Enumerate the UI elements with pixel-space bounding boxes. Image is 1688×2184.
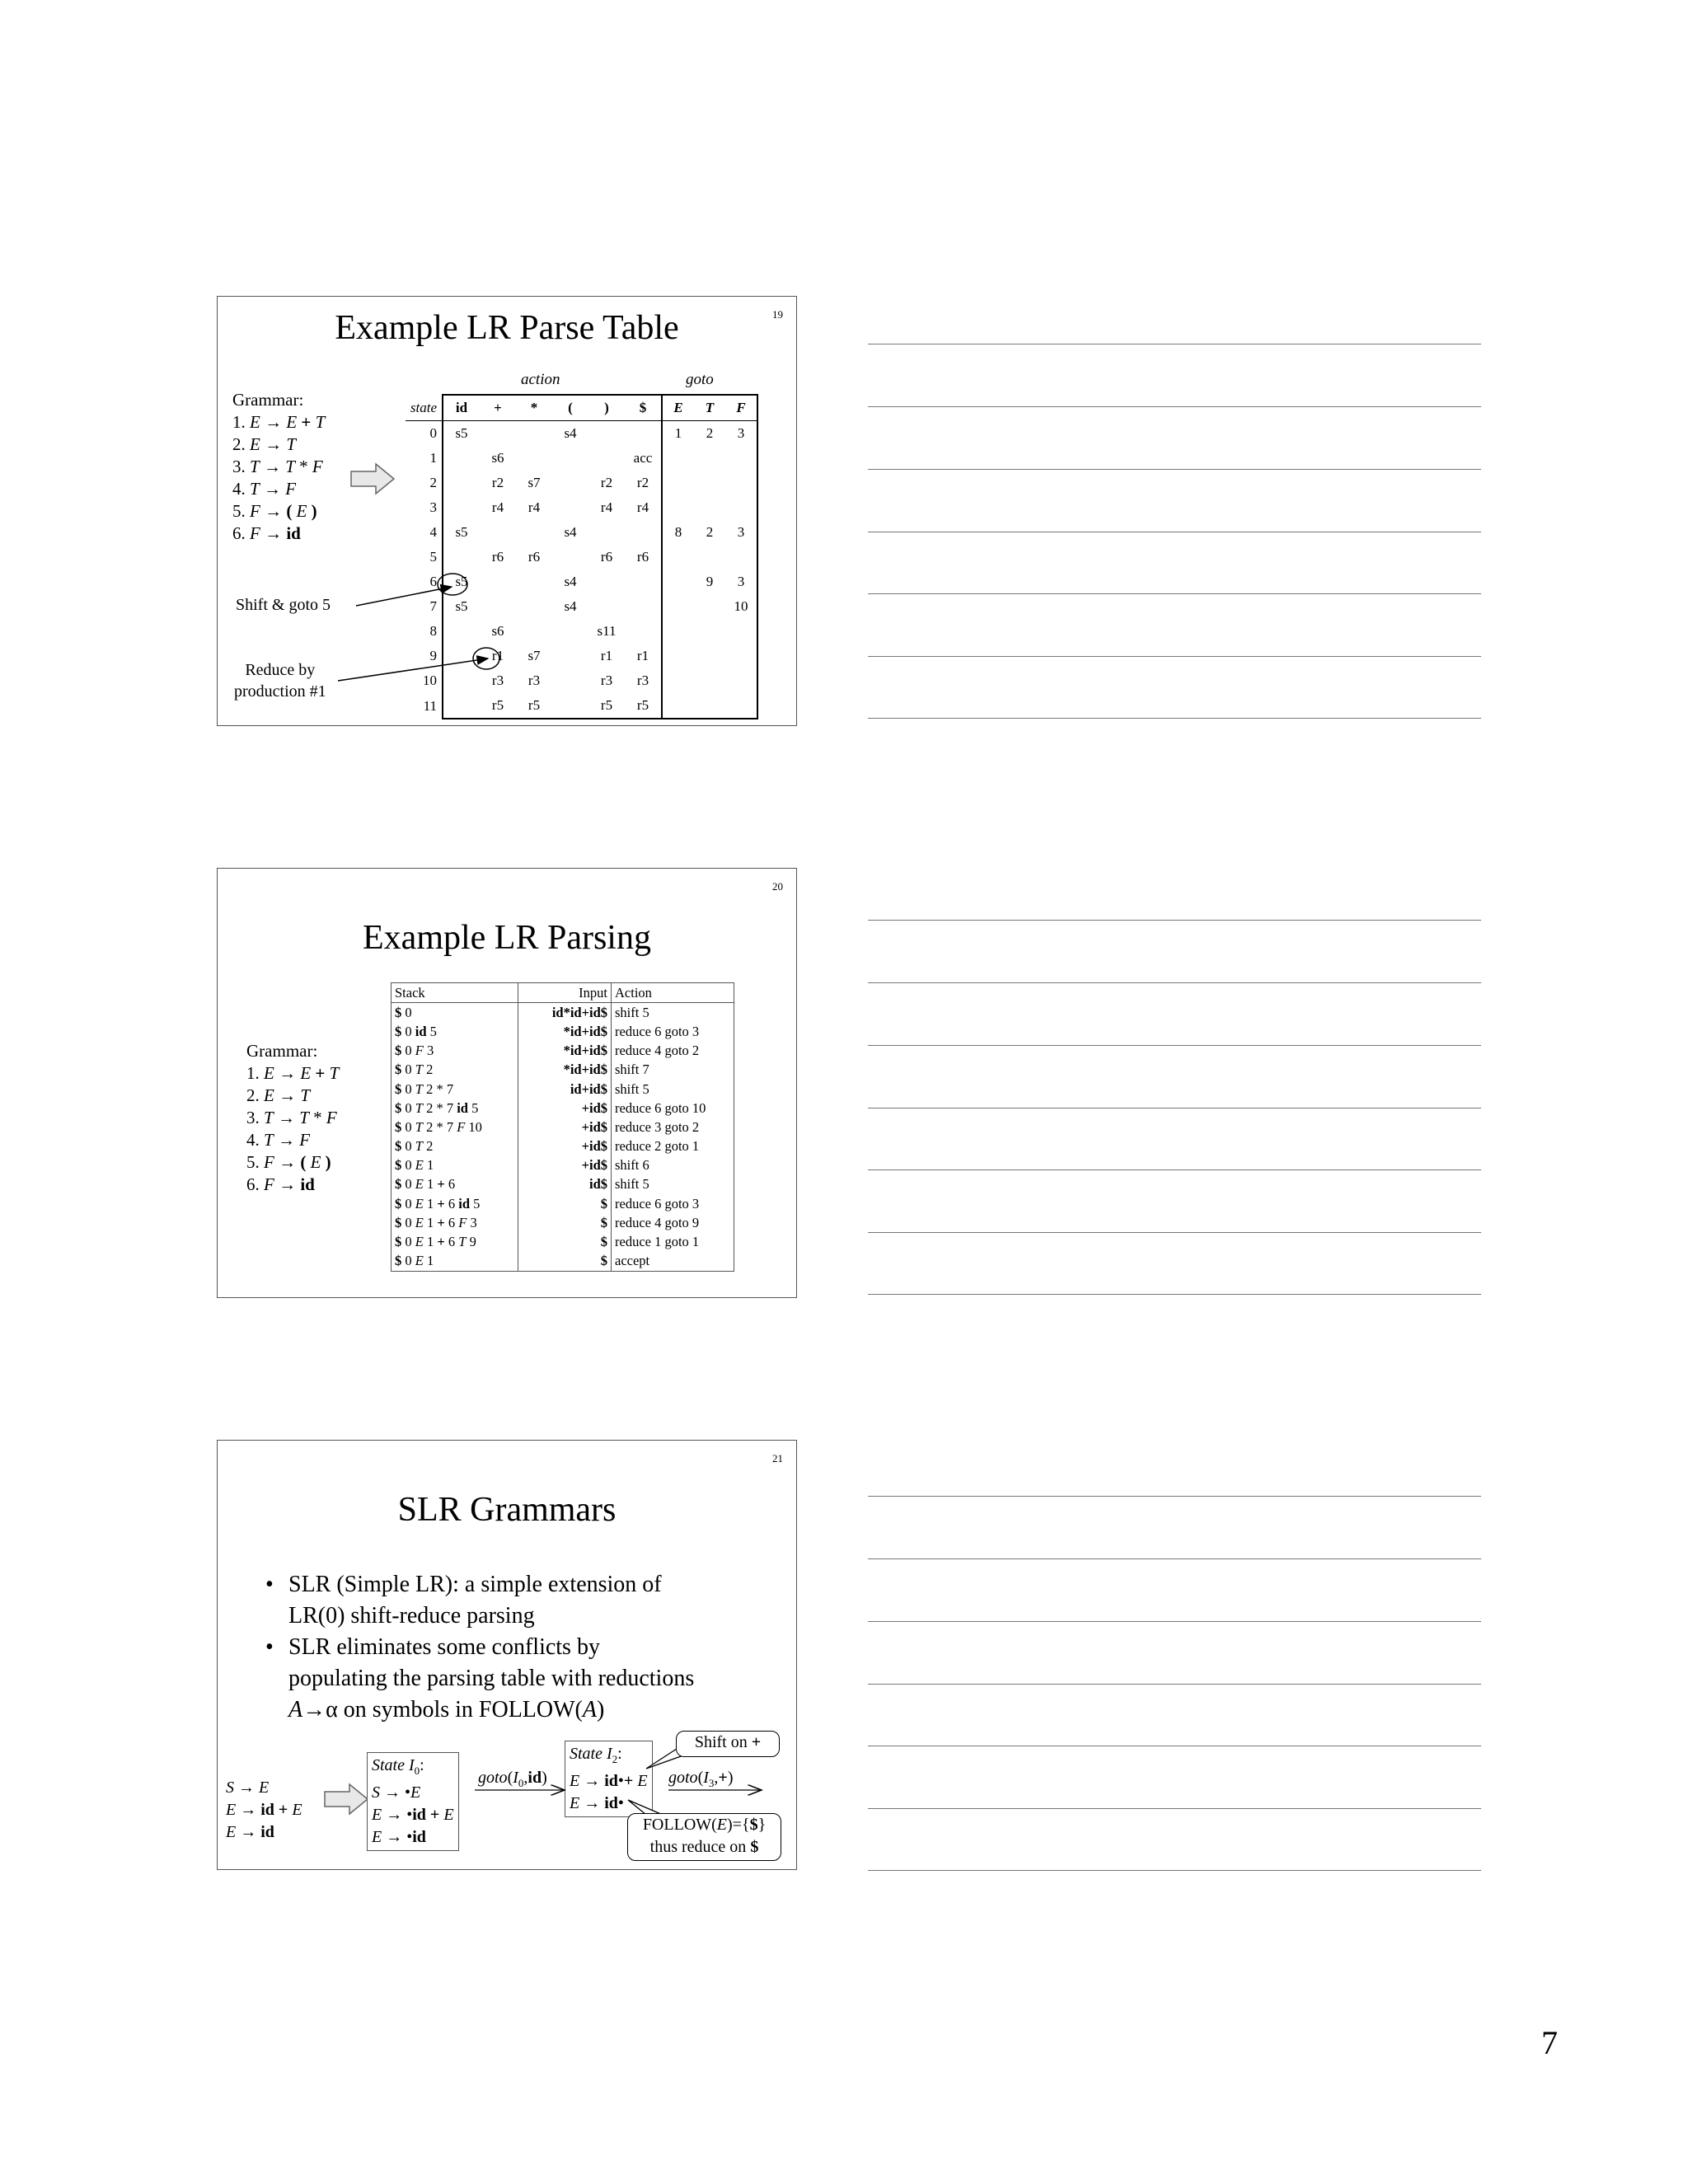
table-cell: r3 (600, 673, 613, 688)
note-line (868, 718, 1481, 719)
action-cell: shift 6 (615, 1157, 649, 1174)
state-number: 3 (406, 495, 443, 520)
action-cell: reduce 2 goto 1 (615, 1138, 700, 1155)
stack-cell: $ 0 T 2 (392, 1137, 518, 1156)
reduce-arrow (338, 658, 488, 681)
note-line (868, 1808, 1481, 1809)
table-cell: 2 (706, 524, 714, 540)
stack-cell: $ 0 E 1 + 6 id 5 (392, 1194, 518, 1213)
table-row (392, 1232, 734, 1251)
input-cell: +id$ (518, 1099, 612, 1118)
table-cell: 3 (725, 569, 757, 594)
table-cell: s5 (455, 598, 468, 614)
stack-cell: $ 0 T 2 (392, 1061, 518, 1080)
table-cell: r3 (636, 673, 649, 688)
grammar-list (246, 1040, 339, 1196)
reduce-annotation-line1: Reduce by (245, 661, 316, 679)
table-cell: s5 (455, 524, 468, 540)
reduce-annotation-line2: production #1 (234, 682, 326, 701)
state-i0-title: State $I_0$: (372, 1756, 424, 1777)
slr-production-2: E → id + E (226, 1801, 302, 1819)
table-cell: s4 (564, 425, 577, 441)
action-cell: shift 5 (615, 1176, 649, 1193)
state-number: 8 (406, 619, 443, 644)
input-cell: +id$ (518, 1156, 612, 1175)
stack-cell: $ 0 (392, 1003, 518, 1023)
production-5: 5. F → ( E ) (246, 1152, 331, 1172)
table-cell: r5 (480, 693, 516, 719)
slr-arrows (218, 1441, 798, 1871)
table-row (392, 1118, 734, 1137)
column-header: F (725, 395, 757, 421)
slide-21 (217, 1440, 797, 1870)
slr-production-3: E → id (226, 1823, 274, 1841)
table-cell: r6 (528, 549, 541, 565)
table-cell: r1 (600, 648, 613, 663)
note-line (868, 656, 1481, 657)
note-line (868, 1684, 1481, 1685)
note-line (868, 593, 1481, 594)
table-cell: r6 (600, 549, 613, 565)
table-row (392, 1194, 734, 1213)
table-cell: s5 (455, 425, 468, 441)
follow-callout-line2: thus reduce on $ (649, 1838, 759, 1856)
production-6: 6. F → id (232, 523, 301, 543)
column-header: Input (518, 983, 612, 1003)
note-line (868, 406, 1481, 407)
grammar-label: Grammar: (246, 1041, 318, 1061)
table-cell: r5 (588, 693, 625, 719)
table-cell: r4 (600, 499, 613, 515)
production-3: 3. T → T * F (232, 457, 323, 476)
parsing-trace-table (391, 982, 734, 1272)
state-i0-item-1: S → •E (372, 1783, 421, 1802)
table-cell: s7 (528, 475, 541, 490)
input-cell: $ (518, 1252, 612, 1272)
column-header: id (443, 395, 480, 421)
column-header: E (662, 395, 694, 421)
column-header: $ (625, 395, 662, 421)
note-line (868, 469, 1481, 470)
table-cell: r6 (636, 549, 649, 565)
state-number: 10 (406, 668, 443, 693)
state-number: 4 (406, 520, 443, 545)
stack-cell: $ 0 T 2 * 7 (392, 1080, 518, 1099)
action-cell: reduce 4 goto 2 (615, 1043, 700, 1059)
state-i0-item-2: E → •id + E (372, 1806, 454, 1824)
note-line (868, 1045, 1481, 1046)
stack-cell: $ 0 E 1 (392, 1252, 518, 1272)
shift-callout: Shift on + (676, 1731, 780, 1757)
table-cell: r5 (516, 693, 552, 719)
production-4: 4. T → F (246, 1130, 311, 1150)
state-number: 2 (406, 471, 443, 495)
action-header: action (521, 371, 560, 388)
input-cell: id*id+id$ (518, 1003, 612, 1023)
table-cell: 3 (725, 421, 757, 447)
table-cell: s7 (528, 648, 541, 663)
state-column-header: state (406, 395, 443, 421)
table-cell: r3 (528, 673, 541, 688)
table-cell: 2 (706, 425, 714, 441)
stack-cell: $ 0 E 1 + 6 (392, 1175, 518, 1194)
input-cell: *id+id$ (518, 1042, 612, 1061)
column-header: ( (552, 395, 588, 421)
goto-i0-label: $goto(I_0,id)$ (478, 1769, 547, 1789)
column-header: ) (588, 395, 625, 421)
note-line (868, 1621, 1481, 1622)
action-cell: shift 7 (615, 1062, 649, 1078)
state-i0-item-3: E → •id (372, 1828, 426, 1846)
grammar-label: Grammar: (232, 390, 304, 410)
slide-title: Example LR Parse Table (335, 309, 679, 347)
action-cell: shift 5 (615, 1004, 649, 1020)
action-cell: reduce 4 goto 9 (615, 1214, 700, 1230)
table-cell: r3 (491, 673, 504, 688)
state-number: 0 (406, 421, 443, 447)
slide-number: 20 (772, 880, 783, 893)
table-row (392, 1080, 734, 1099)
production-1: 1. E → E + T (246, 1063, 340, 1083)
table-cell: s11 (597, 623, 617, 639)
goto-header: goto (686, 371, 714, 388)
note-line (868, 1232, 1481, 1233)
table-cell: r2 (600, 475, 613, 490)
note-line (868, 1558, 1481, 1559)
column-header: Action (612, 983, 734, 1003)
state-number: 6 (406, 569, 443, 594)
table-row (392, 1061, 734, 1080)
slr-production-1: S → E (226, 1779, 270, 1797)
follow-callout (627, 1813, 781, 1861)
production-6: 6. F → id (246, 1174, 315, 1194)
column-header: + (480, 395, 516, 421)
bullet-1: • SLR (Simple LR): a simple extension of LR(0) shift-reduce parsing (265, 1569, 750, 1632)
table-cell: r6 (491, 549, 504, 565)
annotation-arrows (218, 297, 798, 727)
table-row (392, 1156, 734, 1175)
input-cell: *id+id$ (518, 1061, 612, 1080)
stack-cell: $ 0 id 5 (392, 1022, 518, 1041)
table-row (392, 1252, 734, 1272)
follow-callout-line1: FOLLOW(E)={$} (642, 1816, 767, 1834)
stack-cell: $ 0 E 1 (392, 1156, 518, 1175)
table-cell: s5 (455, 574, 468, 589)
state-number: 7 (406, 594, 443, 619)
input-cell: *id+id$ (518, 1022, 612, 1041)
table-row (392, 1175, 734, 1194)
table-row (392, 1213, 734, 1232)
slide-title: SLR Grammars (397, 1491, 617, 1529)
table-cell: 1 (662, 421, 694, 447)
shift-arrow (356, 587, 452, 606)
column-header: Stack (392, 983, 518, 1003)
table-row (392, 1042, 734, 1061)
table-cell: r2 (491, 475, 504, 490)
slide-20 (217, 868, 797, 1298)
shift-annotation: Shift & goto 5 (236, 596, 331, 614)
table-cell: s4 (564, 524, 577, 540)
action-cell: reduce 6 goto 3 (615, 1195, 700, 1212)
slide-title: Example LR Parsing (363, 919, 651, 957)
state-number: 5 (406, 545, 443, 569)
stack-cell: $ 0 F 3 (392, 1042, 518, 1061)
table-cell: r4 (491, 499, 504, 515)
state-number: 11 (406, 693, 443, 719)
table-cell: s6 (491, 450, 504, 466)
table-cell: s4 (564, 574, 577, 589)
input-cell: $ (518, 1213, 612, 1232)
input-cell: id+id$ (518, 1080, 612, 1099)
table-cell: s4 (564, 598, 577, 614)
stack-cell: $ 0 T 2 * 7 id 5 (392, 1099, 518, 1118)
slide-number: 19 (772, 308, 783, 321)
state-number: 9 (406, 644, 443, 668)
s5-circle (438, 574, 467, 595)
action-cell: shift 5 (615, 1080, 649, 1097)
note-line (868, 1169, 1481, 1170)
table-cell: r4 (636, 499, 649, 515)
stack-cell: $ 0 E 1 + 6 F 3 (392, 1213, 518, 1232)
table-cell: acc (633, 450, 653, 466)
note-line (868, 1870, 1481, 1871)
action-cell: reduce 3 goto 2 (615, 1118, 700, 1135)
table-cell: r4 (528, 499, 541, 515)
table-cell: r1 (636, 648, 649, 663)
production-4: 4. T → F (232, 479, 297, 499)
note-line (868, 1294, 1481, 1295)
stack-cell: $ 0 T 2 * 7 F 10 (392, 1118, 518, 1137)
slide-19 (217, 296, 797, 726)
input-cell: id$ (518, 1175, 612, 1194)
table-cell: 3 (725, 520, 757, 545)
production-2: 2. E → T (246, 1085, 311, 1105)
note-line (868, 920, 1481, 921)
bullet-2: • SLR eliminates some conflicts by populating the parsing table with reductions A→α on symbols in FOLLOW(A) (265, 1632, 783, 1726)
input-cell: +id$ (518, 1118, 612, 1137)
table-cell: r5 (625, 693, 662, 719)
table-cell: 10 (725, 594, 757, 619)
table-cell: 8 (662, 520, 694, 545)
table-cell: 9 (706, 574, 714, 589)
action-cell: reduce 1 goto 1 (615, 1234, 700, 1250)
state-number: 1 (406, 446, 443, 471)
column-header: * (516, 395, 552, 421)
state-i2-item-1: E → id•+ E (570, 1772, 648, 1790)
production-5: 5. F → ( E ) (232, 501, 317, 521)
production-2: 2. E → T (232, 434, 297, 454)
goto-i3-label: $goto(I_3,+)$ (668, 1769, 734, 1789)
input-cell: +id$ (518, 1137, 612, 1156)
action-cell: reduce 6 goto 3 (615, 1023, 700, 1039)
input-cell: $ (518, 1194, 612, 1213)
table-row (392, 1022, 734, 1041)
note-line (868, 982, 1481, 983)
table-cell: r1 (491, 648, 504, 663)
input-cell: $ (518, 1232, 612, 1251)
table-row (392, 1099, 734, 1118)
action-cell: accept (615, 1253, 650, 1269)
page-number: 7 (1541, 2024, 1558, 2061)
table-cell: r2 (636, 475, 649, 490)
note-line (868, 1496, 1481, 1497)
production-1: 1. E → E + T (232, 412, 326, 432)
slide-number: 21 (772, 1452, 783, 1465)
state-i2-item-2: E → id• (570, 1794, 624, 1812)
table-row (392, 1003, 734, 1023)
action-cell: reduce 6 goto 10 (615, 1099, 706, 1116)
table-cell: s6 (491, 623, 504, 639)
table-row (392, 1137, 734, 1156)
column-header: T (694, 395, 725, 421)
production-3: 3. T → T * F (246, 1108, 337, 1127)
stack-cell: $ 0 E 1 + 6 T 9 (392, 1232, 518, 1251)
state-i2-title: State $I_2$: (570, 1745, 622, 1765)
